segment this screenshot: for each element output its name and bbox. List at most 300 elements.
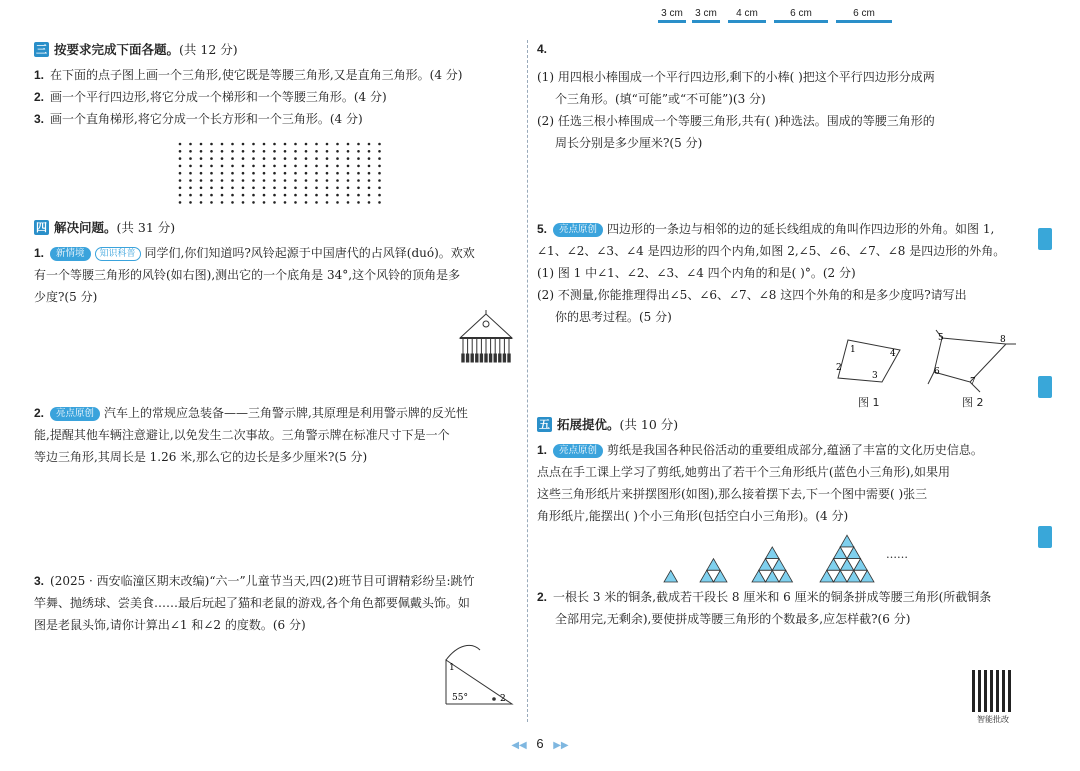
grid-dot bbox=[273, 165, 276, 168]
grid-dot bbox=[305, 150, 308, 153]
grid-dot bbox=[357, 179, 360, 182]
blue-triangle bbox=[664, 570, 678, 582]
chime-bell bbox=[508, 354, 510, 362]
grid-dot bbox=[242, 194, 245, 197]
grid-dot bbox=[357, 143, 360, 146]
section-points: (共 31 分) bbox=[116, 220, 176, 235]
grid-dot bbox=[273, 201, 276, 204]
question-5-2 bbox=[537, 586, 1021, 608]
quadrilateral-figures bbox=[830, 328, 1030, 394]
question-number: 3. bbox=[34, 574, 45, 588]
grid-dot bbox=[263, 165, 266, 168]
grid-dot bbox=[315, 150, 318, 153]
grid-dot bbox=[336, 201, 339, 204]
grid-dot bbox=[294, 172, 297, 175]
grid-dot bbox=[326, 179, 329, 182]
question-text: 你的思考过程。(5 分) bbox=[555, 310, 672, 324]
grid-dot bbox=[305, 194, 308, 197]
question-4-3-block bbox=[34, 570, 520, 636]
question-text: 竿舞、抛绣球、尝美食……最后玩起了猫和老鼠的游戏,各个角色都要佩戴头饰。如 bbox=[34, 596, 470, 610]
question-text: 图是老鼠头饰,请你计算出∠1 和∠2 的度数。(6 分) bbox=[34, 618, 306, 632]
grid-dot bbox=[189, 150, 192, 153]
side-tab-3[interactable] bbox=[1038, 526, 1052, 548]
grid-dot bbox=[242, 150, 245, 153]
grid-dot bbox=[305, 157, 308, 160]
grid-dot bbox=[336, 194, 339, 197]
stick-label: 3 cm bbox=[695, 8, 717, 19]
dot-grid[interactable] bbox=[170, 140, 390, 206]
chime-bell bbox=[471, 354, 473, 362]
question-text: 剪纸是我国各种民俗活动的重要组成部分,蕴涵了丰富的文化历史信息。 bbox=[607, 443, 983, 457]
grid-dot bbox=[221, 150, 224, 153]
grid-dot bbox=[315, 194, 318, 197]
grid-dot bbox=[294, 179, 297, 182]
grid-dot bbox=[263, 143, 266, 146]
section-title: 解决问题。 bbox=[54, 220, 117, 235]
grid-dot bbox=[263, 194, 266, 197]
grid-dot bbox=[305, 201, 308, 204]
grid-dot bbox=[336, 157, 339, 160]
grid-dot bbox=[294, 165, 297, 168]
grid-dot bbox=[378, 165, 381, 168]
grid-dot bbox=[368, 201, 371, 204]
blue-triangle bbox=[766, 547, 780, 559]
grid-dot bbox=[315, 172, 318, 175]
grid-dot bbox=[357, 165, 360, 168]
grid-dot bbox=[347, 165, 350, 168]
grid-dot bbox=[347, 201, 350, 204]
grid-dot bbox=[189, 179, 192, 182]
blue-triangle bbox=[707, 559, 721, 571]
grid-dot bbox=[347, 194, 350, 197]
grid-dot bbox=[294, 157, 297, 160]
grid-dot bbox=[305, 165, 308, 168]
question-4-5 bbox=[537, 218, 1021, 240]
question-4-4-block bbox=[537, 66, 1021, 154]
question-5-2-block bbox=[537, 586, 1021, 630]
grid-dot bbox=[221, 172, 224, 175]
grid-dot bbox=[210, 201, 213, 204]
grid-dot bbox=[347, 150, 350, 153]
grid-dot bbox=[326, 187, 329, 190]
grid-dot bbox=[252, 201, 255, 204]
question-text: 少度?(5 分) bbox=[34, 290, 98, 304]
section-points: (共 10 分) bbox=[619, 417, 679, 432]
grid-dot bbox=[378, 179, 381, 182]
wind-chime-figure bbox=[455, 310, 517, 368]
section-4-block bbox=[34, 218, 520, 308]
grid-dot bbox=[273, 143, 276, 146]
fig1-caption: 图 1 bbox=[858, 396, 880, 409]
grid-dot bbox=[263, 179, 266, 182]
new-context-tag: 新情境 bbox=[50, 247, 91, 261]
grid-dot bbox=[284, 157, 287, 160]
grid-dot bbox=[200, 179, 203, 182]
blue-triangle bbox=[840, 535, 854, 547]
grid-dot bbox=[336, 172, 339, 175]
grid-dot bbox=[179, 179, 182, 182]
grid-dot bbox=[284, 172, 287, 175]
grid-dot bbox=[210, 194, 213, 197]
grid-dot bbox=[357, 172, 360, 175]
grid-dot bbox=[252, 194, 255, 197]
grid-dot bbox=[231, 179, 234, 182]
mouse-headband-figure bbox=[438, 642, 518, 708]
grid-dot bbox=[357, 187, 360, 190]
angle-label-1: 1 bbox=[449, 663, 455, 673]
question-4-5-block bbox=[537, 218, 1021, 328]
question-5-1 bbox=[537, 439, 1021, 461]
grid-dot bbox=[200, 187, 203, 190]
chime-bell bbox=[462, 354, 464, 362]
grid-dot bbox=[189, 172, 192, 175]
chime-bell bbox=[494, 354, 496, 362]
original-tag: 亮点原创 bbox=[553, 444, 603, 458]
grid-dot bbox=[347, 187, 350, 190]
question-text: 汽车上的常规应急装备——三角警示牌,其原理是利用警示牌的反光性 bbox=[104, 406, 468, 420]
grid-dot bbox=[273, 157, 276, 160]
grid-dot bbox=[179, 187, 182, 190]
grid-dot bbox=[336, 165, 339, 168]
left-column bbox=[34, 40, 520, 130]
grid-dot bbox=[378, 194, 381, 197]
question-text: 角形纸片,能摆出( )个小三角形(包括空白小三角形)。(4 分) bbox=[537, 509, 849, 523]
grid-dot bbox=[200, 165, 203, 168]
grid-dot bbox=[294, 194, 297, 197]
grid-dot bbox=[221, 194, 224, 197]
grid-dot bbox=[252, 179, 255, 182]
grid-dot bbox=[210, 187, 213, 190]
question-3-1 bbox=[34, 64, 520, 86]
grid-dot bbox=[284, 187, 287, 190]
grid-dot bbox=[221, 157, 224, 160]
section-points: (共 12 分) bbox=[179, 42, 238, 57]
grid-dot bbox=[347, 179, 350, 182]
stick-label: 6 cm bbox=[790, 8, 812, 19]
grid-dot bbox=[378, 187, 381, 190]
grid-dot bbox=[189, 157, 192, 160]
sub-question-1: (1) 用四根小棒围成一个平行四边形,剩下的小棒( )把这个平行四边形分成两 bbox=[537, 70, 935, 84]
grid-dot bbox=[210, 157, 213, 160]
grid-dot bbox=[273, 187, 276, 190]
grid-dot bbox=[368, 165, 371, 168]
grid-dot bbox=[378, 157, 381, 160]
grid-dot bbox=[315, 157, 318, 160]
grid-dot bbox=[231, 187, 234, 190]
section-title: 拓展提优。 bbox=[557, 417, 620, 432]
grid-dot bbox=[326, 157, 329, 160]
stick-4 bbox=[774, 8, 828, 23]
grid-dot bbox=[326, 165, 329, 168]
grid-dot bbox=[231, 150, 234, 153]
grid-dot bbox=[305, 143, 308, 146]
grid-dot bbox=[378, 143, 381, 146]
chime-bell bbox=[466, 354, 468, 362]
grid-dot bbox=[179, 143, 182, 146]
question-text: 周长分别是多少厘米?(5 分) bbox=[555, 136, 703, 150]
grid-dot bbox=[368, 172, 371, 175]
grid-dot bbox=[231, 157, 234, 160]
grid-dot bbox=[336, 143, 339, 146]
grid-dot bbox=[252, 157, 255, 160]
question-number: 5. bbox=[537, 222, 548, 236]
grid-dot bbox=[273, 179, 276, 182]
question-text: ∠1、∠2、∠3、∠4 是四边形的四个内角,如图 2,∠5、∠6、∠7、∠8 是四边形的外角。 bbox=[537, 244, 1006, 258]
question-text: 画一个直角梯形,将它分成一个长方形和一个三角形。(4 分) bbox=[50, 112, 363, 126]
question-number: 2. bbox=[34, 406, 45, 420]
stick-3 bbox=[728, 8, 766, 23]
side-tab-1[interactable] bbox=[1038, 228, 1052, 250]
grid-dot bbox=[189, 201, 192, 204]
grid-dot bbox=[368, 187, 371, 190]
grid-dot bbox=[326, 201, 329, 204]
next-arrow-icon: ▶▶ bbox=[553, 740, 569, 751]
grid-dot bbox=[231, 143, 234, 146]
chime-bell bbox=[503, 354, 505, 362]
grid-dot bbox=[252, 172, 255, 175]
grid-dot bbox=[263, 150, 266, 153]
original-tag: 亮点原创 bbox=[553, 223, 603, 237]
stick-2 bbox=[692, 8, 720, 23]
grid-dot bbox=[210, 165, 213, 168]
grid-dot bbox=[378, 201, 381, 204]
grid-dot bbox=[368, 194, 371, 197]
grid-dot bbox=[221, 143, 224, 146]
grid-dot bbox=[242, 143, 245, 146]
grid-dot bbox=[189, 187, 192, 190]
question-4-3 bbox=[34, 570, 520, 592]
grid-dot bbox=[263, 157, 266, 160]
fig1-label-4: 4 bbox=[890, 349, 896, 359]
stick-1 bbox=[658, 8, 686, 23]
sub-question-1: (1) 图 1 中∠1、∠2、∠3、∠4 四个内角的和是( )°。(2 分) bbox=[537, 266, 856, 280]
fig1-label-2: 2 bbox=[836, 363, 842, 373]
sub-question-2: (2) 不测量,你能推理得出∠5、∠6、∠7、∠8 这四个外角的和是多少度吗?请写出 bbox=[537, 288, 967, 302]
grid-dot bbox=[347, 157, 350, 160]
grid-dot bbox=[242, 165, 245, 168]
grid-dot bbox=[347, 143, 350, 146]
grid-dot bbox=[315, 201, 318, 204]
fig2-label-8: 8 bbox=[1000, 335, 1006, 345]
grid-dot bbox=[326, 172, 329, 175]
column-divider bbox=[527, 40, 528, 722]
original-tag: 亮点原创 bbox=[50, 407, 100, 421]
question-text: 全部用完,无剩余),要使拼成等腰三角形的个数最多,应怎样截?(6 分) bbox=[555, 612, 911, 626]
grid-dot bbox=[231, 201, 234, 204]
grid-dot bbox=[200, 194, 203, 197]
stick-label: 3 cm bbox=[661, 8, 683, 19]
grid-dot bbox=[336, 150, 339, 153]
question-text: (2025 · 西安临潼区期末改编)“六一”儿童节当天,四(2)班节目可谓精彩纷呈:跳竹 bbox=[50, 574, 475, 588]
question-number: 1. bbox=[537, 443, 548, 457]
grid-dot bbox=[294, 150, 297, 153]
grid-dot bbox=[357, 150, 360, 153]
question-text: 同学们,你们知道吗?风铃起源于中国唐代的占风铎(duó)。欢欢 bbox=[144, 246, 475, 260]
question-number: 3. bbox=[34, 112, 45, 126]
stick-label: 4 cm bbox=[736, 8, 758, 19]
section-5-block bbox=[537, 415, 1021, 527]
grid-dot bbox=[326, 150, 329, 153]
question-number: 1. bbox=[34, 68, 45, 82]
pattern-ellipsis: …… bbox=[886, 548, 908, 561]
question-4-2 bbox=[34, 402, 520, 424]
grid-dot bbox=[252, 165, 255, 168]
side-tab-2[interactable] bbox=[1038, 376, 1052, 398]
section-number: 三 bbox=[36, 42, 47, 56]
angle-label-2: 2 bbox=[500, 694, 506, 704]
fig2-label-6: 6 bbox=[934, 367, 940, 377]
grid-dot bbox=[326, 194, 329, 197]
grid-dot bbox=[179, 165, 182, 168]
grid-dot bbox=[252, 143, 255, 146]
question-number: 2. bbox=[34, 90, 45, 104]
grid-dot bbox=[284, 179, 287, 182]
sub-question-2: (2) 任选三根小棒围成一个等腰三角形,共有( )种选法。围成的等腰三角形的 bbox=[537, 114, 935, 128]
fig2-label-5: 5 bbox=[938, 333, 944, 343]
question-text: 点点在手工课上学习了剪纸,她剪出了若干个三角形纸片(蓝色小三角形),如果用 bbox=[537, 465, 950, 479]
grid-dot bbox=[273, 150, 276, 153]
grid-dot bbox=[221, 187, 224, 190]
prev-arrow-icon: ◀◀ bbox=[511, 740, 527, 751]
qr-label: 智能批改 bbox=[977, 715, 1009, 724]
grid-dot bbox=[189, 165, 192, 168]
question-text: 四边形的一条边与相邻的边的延长线组成的角叫作四边形的外角。如图 1, bbox=[607, 222, 995, 236]
grid-dot bbox=[242, 157, 245, 160]
grid-dot bbox=[284, 194, 287, 197]
grid-dot bbox=[305, 179, 308, 182]
grid-dot bbox=[357, 157, 360, 160]
grid-dot bbox=[210, 143, 213, 146]
grid-dot bbox=[221, 165, 224, 168]
grid-dot bbox=[200, 143, 203, 146]
grid-dot bbox=[210, 150, 213, 153]
grid-dot bbox=[263, 201, 266, 204]
question-text: 有一个等腰三角形的风铃(如右图),测出它的一个底角是 34°,这个风铃的顶角是多 bbox=[34, 268, 461, 282]
question-4-4-number: 4. bbox=[537, 42, 548, 56]
section-5-heading bbox=[537, 415, 1021, 433]
chime-bell bbox=[480, 354, 482, 362]
grid-dot bbox=[179, 157, 182, 160]
question-text: 个三角形。(填“可能”或“不可能”)(3 分) bbox=[555, 92, 766, 106]
grid-dot bbox=[315, 187, 318, 190]
grid-dot bbox=[347, 172, 350, 175]
grid-dot bbox=[294, 187, 297, 190]
grid-dot bbox=[336, 187, 339, 190]
question-text: 这些三角形纸片来拼摆图形(如图),那么接着摆下去,下一个图中需要( )张三 bbox=[537, 487, 928, 501]
section-number: 五 bbox=[539, 417, 550, 431]
grid-dot bbox=[357, 194, 360, 197]
grid-dot bbox=[242, 187, 245, 190]
grid-dot bbox=[284, 150, 287, 153]
grid-dot bbox=[221, 179, 224, 182]
grid-dot bbox=[179, 150, 182, 153]
science-tag: 知识科普 bbox=[95, 247, 141, 261]
question-3-3 bbox=[34, 108, 520, 130]
grid-dot bbox=[315, 143, 318, 146]
grid-dot bbox=[368, 179, 371, 182]
grid-dot bbox=[284, 143, 287, 146]
grid-dot bbox=[242, 179, 245, 182]
grid-dot bbox=[210, 172, 213, 175]
grid-dot bbox=[252, 187, 255, 190]
fig2-caption: 图 2 bbox=[962, 396, 984, 409]
grid-dot bbox=[231, 172, 234, 175]
grid-dot bbox=[179, 172, 182, 175]
grid-dot bbox=[336, 179, 339, 182]
grid-dot bbox=[357, 201, 360, 204]
grid-dot bbox=[242, 201, 245, 204]
grid-dot bbox=[315, 165, 318, 168]
grid-dot bbox=[231, 165, 234, 168]
question-text: 一根长 3 米的铜条,截成若干段长 8 厘米和 6 厘米的铜条拼成等腰三角形(所截铜条 bbox=[553, 590, 992, 604]
page-footer bbox=[0, 736, 1080, 751]
chime-bell bbox=[485, 354, 487, 362]
grid-dot bbox=[200, 201, 203, 204]
question-number: 1. bbox=[34, 246, 45, 260]
triangle-pattern-figure bbox=[660, 524, 910, 584]
grid-dot bbox=[368, 150, 371, 153]
fig1-label-3: 3 bbox=[872, 371, 878, 381]
angle-label-55: 55° bbox=[452, 693, 468, 703]
section-3-heading bbox=[34, 40, 520, 58]
grid-dot bbox=[368, 157, 371, 160]
stick-5 bbox=[836, 8, 892, 23]
grid-dot bbox=[378, 150, 381, 153]
grid-dot bbox=[368, 143, 371, 146]
question-3-2 bbox=[34, 86, 520, 108]
grid-dot bbox=[294, 143, 297, 146]
grid-dot bbox=[263, 172, 266, 175]
qr-code[interactable] bbox=[972, 670, 1014, 712]
stick-label: 6 cm bbox=[853, 8, 875, 19]
question-text: 能,提醒其他车辆注意避让,以免发生二次事故。三角警示牌在标准尺寸下是一个 bbox=[34, 428, 450, 442]
section-number: 四 bbox=[36, 220, 47, 234]
grid-dot bbox=[284, 165, 287, 168]
grid-dot bbox=[221, 201, 224, 204]
fig1-label-1: 1 bbox=[850, 345, 856, 355]
grid-dot bbox=[326, 143, 329, 146]
chime-bell bbox=[489, 354, 491, 362]
chime-bell bbox=[476, 354, 478, 362]
section-title: 按要求完成下面各题。 bbox=[54, 42, 180, 57]
grid-dot bbox=[252, 150, 255, 153]
chime-bell bbox=[499, 354, 501, 362]
grid-dot bbox=[294, 201, 297, 204]
question-text: 画一个平行四边形,将它分成一个梯形和一个等腰三角形。(4 分) bbox=[50, 90, 387, 104]
grid-dot bbox=[315, 179, 318, 182]
grid-dot bbox=[200, 150, 203, 153]
grid-dot bbox=[231, 194, 234, 197]
grid-dot bbox=[210, 179, 213, 182]
grid-dot bbox=[263, 187, 266, 190]
grid-dot bbox=[305, 172, 308, 175]
question-4-2-block bbox=[34, 402, 520, 468]
section-4-heading bbox=[34, 218, 520, 236]
grid-dot bbox=[189, 194, 192, 197]
grid-dot bbox=[179, 201, 182, 204]
grid-dot bbox=[189, 143, 192, 146]
question-text: 在下面的点子图上画一个三角形,使它既是等腰三角形,又是直角三角形。(4 分) bbox=[50, 68, 463, 82]
question-number: 2. bbox=[537, 590, 548, 604]
grid-dot bbox=[200, 157, 203, 160]
grid-dot bbox=[179, 194, 182, 197]
grid-dot bbox=[305, 187, 308, 190]
grid-dot bbox=[273, 194, 276, 197]
grid-dot bbox=[273, 172, 276, 175]
question-4-1 bbox=[34, 242, 520, 264]
page-number: 6 bbox=[536, 736, 544, 751]
grid-dot bbox=[200, 172, 203, 175]
